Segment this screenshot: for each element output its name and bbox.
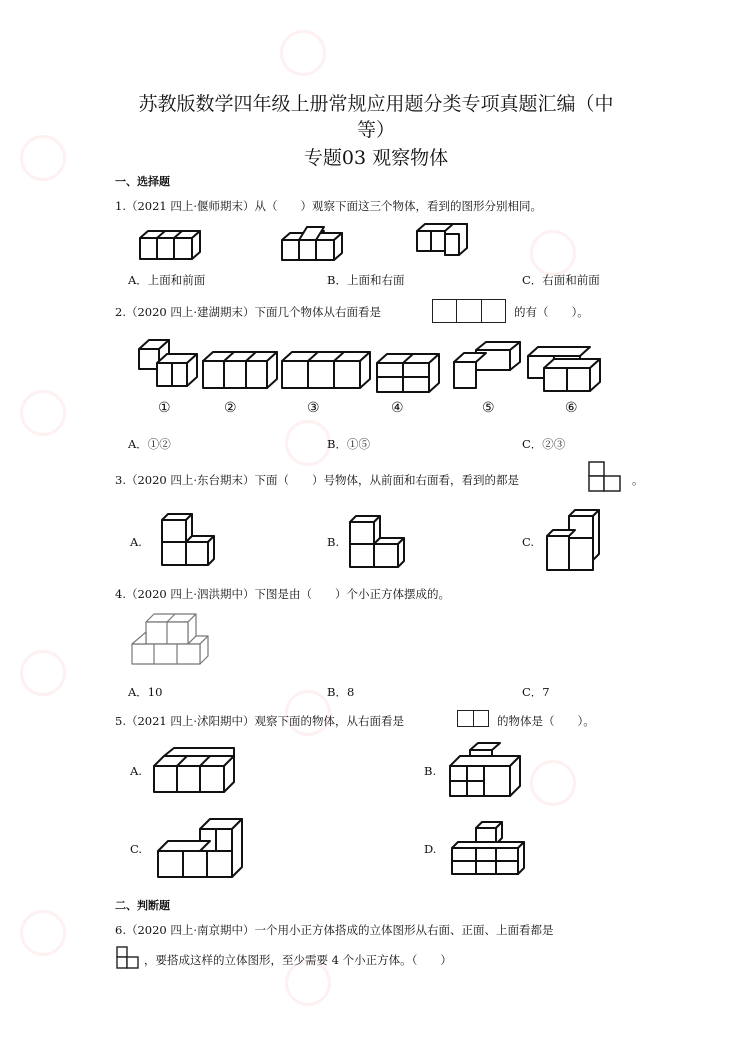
question-6-text: 6.（2020 四上·南京期中）一个用小正方体搭成的立体图形从右面、正面、上面看都是 — [115, 923, 554, 937]
question-5-text-end: 的物体是（ ）。 — [497, 714, 595, 728]
q2-figure-label-1: ① — [158, 400, 171, 416]
topic-subtitle: 专题03 观察物体 — [303, 147, 449, 169]
question-4-text: 4.（2020 四上·泗洪期中）下图是由（ ）个小正方体摆成的。 — [115, 587, 451, 601]
question-1-text: 1.（2021 四上·偃师期末）从（ ）观察下面这三个物体，看到的图形分别相同。 — [115, 199, 543, 213]
q1-option-a[interactable]: A．上面和前面 — [128, 273, 206, 287]
q2-figure-label-4: ④ — [391, 400, 404, 416]
question-2-text-end: 的有（ ）。 — [514, 305, 589, 319]
q5-figure-d — [450, 818, 526, 878]
question-6-text-line2: ，要搭成这样的立体图形，至少需要 4 个小正方体。（ ） — [144, 953, 452, 967]
q1-figure-2 — [278, 225, 348, 265]
watermark-logo — [285, 420, 331, 466]
watermark-logo — [530, 760, 576, 806]
q3-view-figure — [588, 461, 624, 493]
q4-option-a[interactable]: A．10 — [128, 685, 163, 699]
q2-figure-label-2: ② — [224, 400, 237, 416]
q2-figure-4 — [373, 349, 443, 395]
page-title-continued: 等） — [356, 119, 395, 141]
q4-figure — [130, 610, 212, 670]
q1-figure-3 — [413, 222, 473, 262]
q5-option-a[interactable]: A. — [130, 764, 142, 778]
watermark-logo — [280, 30, 326, 76]
watermark-logo — [20, 910, 66, 956]
question-2-text: 2.（2020 四上·建湖期末）下面几个物体从右面看是 — [115, 305, 382, 319]
section-heading-choice: 一、选择题 — [115, 175, 170, 188]
q2-figure-6 — [526, 344, 602, 394]
q2-option-b[interactable]: B．①⑤ — [327, 437, 370, 451]
q5-option-c[interactable]: C. — [130, 842, 143, 856]
q2-figure-5 — [452, 340, 524, 392]
q5-right-view-figure — [457, 710, 489, 727]
q2-figure-3 — [280, 347, 372, 391]
q3-figure-b — [346, 512, 408, 572]
page-title: 苏教版数学四年级上册常规应用题分类专项真题汇编（中 — [138, 93, 614, 115]
q5-option-d[interactable]: D. — [424, 842, 437, 856]
q6-view-figure — [116, 946, 140, 970]
q3-figure-c — [545, 506, 605, 574]
q2-figure-label-3: ③ — [307, 400, 320, 416]
q4-option-c[interactable]: C．7 — [522, 685, 550, 699]
q4-option-b[interactable]: B．8 — [327, 685, 355, 699]
q2-right-view-figure — [432, 299, 506, 323]
section-heading-judgment: 二、判断题 — [115, 899, 170, 912]
question-5-text: 5.（2021 四上·沭阳期中）观察下面的物体，从右面看是 — [115, 714, 405, 728]
q5-option-b[interactable]: B. — [424, 764, 437, 778]
q1-figure-1 — [136, 228, 206, 264]
q2-figure-label-5: ⑤ — [482, 400, 495, 416]
q2-option-a[interactable]: A．①② — [128, 437, 171, 451]
q5-figure-a — [152, 752, 236, 796]
q2-figure-label-6: ⑥ — [565, 400, 578, 416]
q3-option-a[interactable]: A. — [130, 535, 142, 549]
q3-option-c[interactable]: C. — [522, 535, 535, 549]
question-3-text: 3.（2020 四上·东台期末）下面（ ）号物体，从前面和右面看，看到的都是 — [115, 473, 520, 487]
watermark-logo — [530, 230, 576, 276]
q1-option-b[interactable]: B．上面和右面 — [327, 273, 405, 287]
q3-figure-a — [152, 512, 216, 570]
q2-figure-1 — [135, 337, 201, 391]
q2-option-c[interactable]: C．②③ — [522, 437, 566, 451]
q1-option-c[interactable]: C．右面和前面 — [522, 273, 600, 287]
q5-figure-c — [156, 815, 246, 881]
watermark-logo — [20, 650, 66, 696]
watermark-logo — [20, 390, 66, 436]
q2-figure-2 — [201, 347, 279, 391]
q5-figure-b — [448, 742, 524, 800]
q3-option-b[interactable]: B. — [327, 535, 340, 549]
question-3-text-end: 。 — [632, 473, 644, 487]
